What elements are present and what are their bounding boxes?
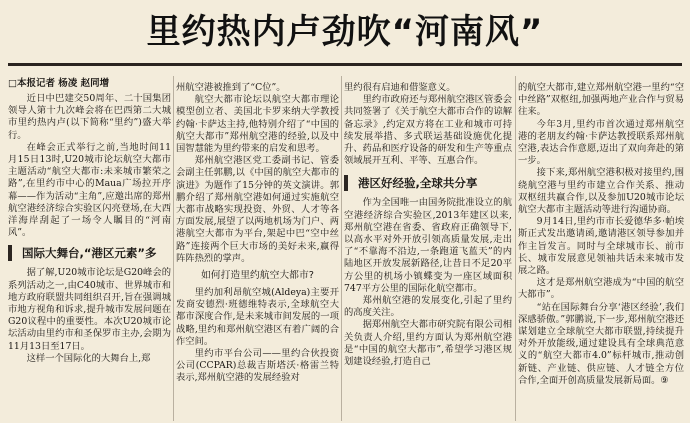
column-divider (173, 76, 174, 421)
column-2 (176, 82, 339, 423)
subheading: 港区好经验,全球共分享 (344, 175, 512, 191)
paragraph: 据郑州航空大都市研究院有限公司相关负责人介绍,里约方面认为郑州航空港是“中国的航空大都市”,希望学习港区规划建设经验,打造自己 (344, 319, 512, 368)
article-headline: 里约热内卢劲吹“河南风” (146, 12, 544, 52)
paragraph: 这才是郑州航空港成为“中国的航空大都市”。 (518, 277, 684, 301)
paragraph: 9月14日,里约市市长爱德华多·帕埃斯正式发出邀请函,邀请港区领导参加并作主旨发言。同时与全球城市长、前市长、城市发展意见领袖共话未来城市发展之路。 (518, 216, 684, 277)
end-mark: ⑨ (660, 374, 669, 386)
paragraph: 里约市政府还与郑州航空港区管委会共同签署了《关于航空大都市合作的谅解备忘录》,约定双方将在工业和城市可持续发展举措、多式联运基础设施优化提升、药品和医疗设备的研发和生产等重点领域展开互利、平等、互惠合作。 (344, 94, 512, 167)
paragraph: 这样一个国际化的大舞台上,郑 (26, 352, 151, 364)
paragraph: 今年3月,里约市首次通过郑州航空港的老朋友约翰·卡萨达教授联系郑州航空港,表达合作意愿,迈出了双向奔赴的第一步。 (518, 118, 684, 167)
paragraph: 州航空港被推到了“C位”。 (176, 82, 286, 93)
subheading: 如何打造里约航空大都市? (201, 270, 314, 282)
paragraph: 航空大都市论坛以航空大都市理论模型创立者、美国北卡罗来纳大学教授约翰·卡萨达主持,他特别介绍了“中国的航空大都市”郑州航空港的经验,以及中国智慧能为里约带来的启发和思考。 (176, 94, 339, 155)
paragraph: 据了解,U20城市论坛是G20峰会的系列活动之一,由C40城市、世界城市和地方政府联盟共同组织召开,旨在强调城市地方视角和诉求,提升城市发展问题在G20议程中的重要性。本次U20城市论坛活动由里约市和圣保罗市主办,会期为11月13日至17日。 (8, 267, 171, 352)
paragraph-text: “站在国际舞台分享‘港区经验’,我们深感骄傲。”郭鹏说,下一步,郑州航空港还谋划建立全球航空大都市联盟,持续提升对外开放能级,通过建设具有全球典范意义的“航空大都市4.0”标杆城市,推动创新链、产业链、供应链、人才链全方位合作,全面开创高质量发展新局面。 (518, 301, 684, 386)
paragraph: 的航空大都市,建立郑州航空港一里约“空中丝路”双枢纽,加强两地产业合作与贸易往来。 (518, 82, 684, 118)
column-divider (515, 76, 516, 421)
column-3 (344, 82, 512, 423)
subheading: 国际大舞台,“港区元素”多 (8, 245, 171, 261)
paragraph: 在峰会正式举行之前,当地时间11月15日13时,U20城市论坛航空大都市主题活动“航空大都市:未来城市繁荣之路”,在里约市中心的Maua广场拉开序幕——作为活动“主角”,应邀出席的郑州航空港经济综合实验区闪亮登场,在大西洋海岸刮起了一场令人瞩目的“河南风”。 (8, 141, 171, 239)
paragraph: 里约加利昂航空城(Aldeya)主要开发商安德烈·班德维特表示,全球航空大都市深度合作,是未来城市间发展的一项战略,里约和郑州航空港区有着广阔的合作空间。 (176, 287, 339, 347)
byline: □本报记者 杨凌 赵同增 (8, 78, 110, 89)
paragraph: 作为全国唯一由国务院批准设立的航空港经济综合实验区,2013年建区以来,郑州航空港在省委、省政府正确领导下,以高水平对外开放引领高质量发展,走出了“不靠海不沿边,一条跑道飞蓝天”的内陆地区开放发展新路径,让昔日不足20平方公里的机场小镇蝶变为一座区域面积747平方公里的国际化航空都市。 (344, 197, 512, 294)
paragraph: 近日中巴建交50周年、二十国集团领导人第十九次峰会将在巴西第二大城市里约热内卢(以下简称“里约”)盛大举行。 (8, 93, 171, 141)
column-1 (8, 93, 171, 423)
column-divider (341, 76, 342, 421)
headline-rule (8, 63, 682, 66)
paragraph: 接下来,郑州航空港积极对接里约,围绕航空港与里约市建立合作关系、推动双枢纽共赢合作,以及参加U20城市论坛航空大都市主题活动等进行沟通协商。 (518, 167, 684, 216)
paragraph: 郑州航空港的发展变化,引起了里约的高度关注。 (344, 295, 512, 319)
column-4 (518, 82, 684, 423)
paragraph: 郑州航空港区党工委副书记、管委会副主任郭鹏,以《中国的航空大都市的演进》为题作了15分钟的英文演讲。郭鹏介绍了郑州航空港如何通过实施航空大都市战略实现投资、外贸、人才等各方面发展,展望了以两地机场为门户、两港航空大都市为平台,架起中巴“空中丝路”连接两个巨大市场的美好未来,赢得阵阵热烈的掌声。 (176, 155, 339, 264)
paragraph (518, 302, 684, 387)
paragraph: 里约很有启迪和借鉴意义。 (344, 82, 456, 93)
paragraph: 里约市平台公司——里约合伙投资公司(CCPAR)总裁吉斯塔沃·格雷兰特表示,郑州航空港的发展经验对 (176, 348, 339, 384)
